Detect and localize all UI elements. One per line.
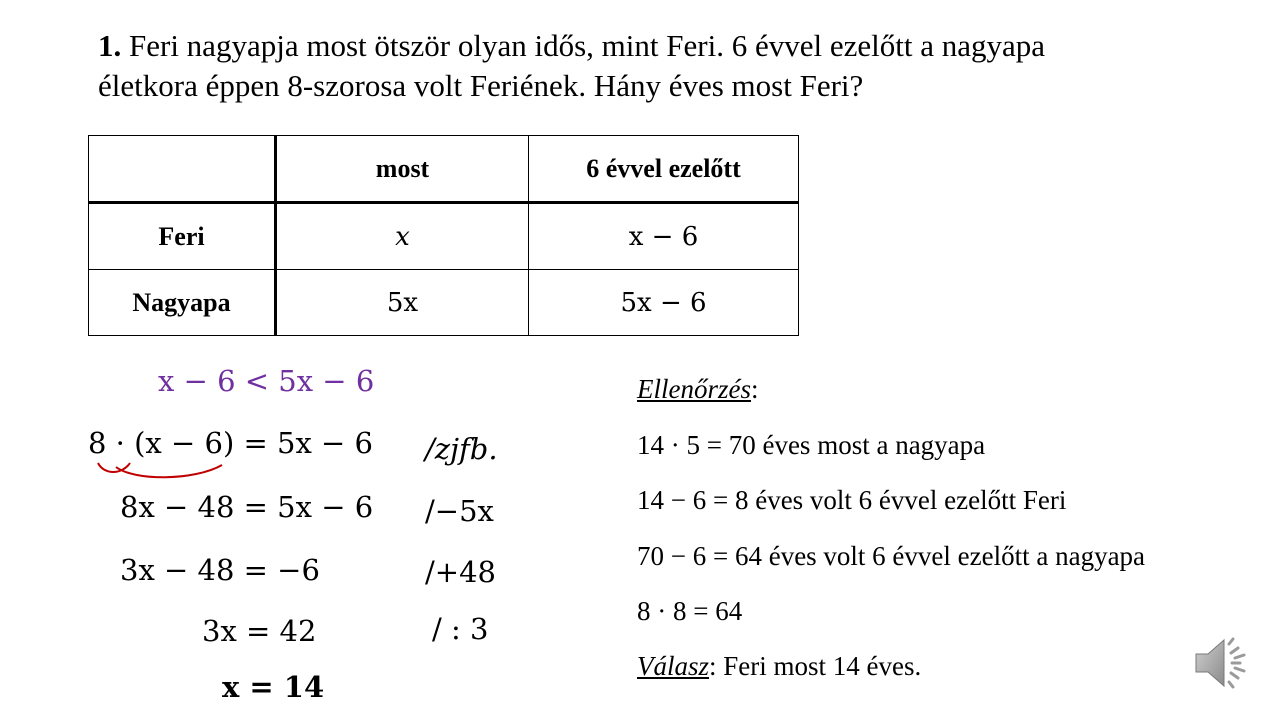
table-header-row <box>89 136 799 203</box>
check-line-3: 70 − 6 = 64 éves volt 6 évvel ezelőtt a nagyapa <box>637 541 1146 571</box>
solution: x = 14 <box>222 670 325 704</box>
table-header-before: 6 évvel ezelőtt <box>529 136 799 203</box>
equation-step-2: 8x − 48 = 5x − 6 <box>120 490 374 524</box>
check-line-2: 14 − 6 = 8 éves volt 6 évvel ezelőtt Feri <box>637 485 1067 515</box>
answer-text: : Feri most 14 éves. <box>709 651 922 681</box>
problem-text-1: Feri nagyapja most ötször olyan idős, mint Feri. 6 évvel ezelőtt a nagyapa <box>129 28 1045 63</box>
problem-statement <box>98 26 1045 106</box>
cell-nagyapa-before: 5x − 6 <box>529 270 799 336</box>
problem-number: 1. <box>98 28 122 63</box>
age-table <box>88 135 799 336</box>
equation-step-4: 3x = 42 <box>202 614 317 648</box>
check-title: Ellenőrzés <box>637 374 751 404</box>
table-header-now: most <box>276 136 529 203</box>
equation-step-1: 8 · (x − 6) = 5x − 6 <box>88 426 374 460</box>
table-row <box>89 270 799 336</box>
row-label-feri: Feri <box>89 203 276 270</box>
operation-step-1: /zjfb. <box>425 432 498 466</box>
operation-step-4: / : 3 <box>432 612 489 646</box>
cell-feri-now: x <box>276 203 529 270</box>
table-row <box>89 203 799 270</box>
check-heading <box>637 374 759 405</box>
problem-line-1 <box>98 26 1045 66</box>
inequality: x − 6 < 5x − 6 <box>158 364 375 398</box>
equation-step-3: 3x − 48 = −6 <box>120 553 320 587</box>
operation-step-2: /−5x <box>425 494 494 528</box>
problem-line-2: életkora éppen 8-szorosa volt Feriének. Hány éves most Feri? <box>98 68 864 103</box>
check-line-4: 8 · 8 = 64 <box>637 596 743 626</box>
table-header-empty <box>89 136 276 203</box>
red-underline-mark <box>94 455 234 485</box>
check-title-suffix: : <box>751 374 759 404</box>
cell-feri-before: x − 6 <box>529 203 799 270</box>
answer <box>637 651 921 682</box>
check-line-1: 14 · 5 = 70 éves most a nagyapa <box>637 430 986 460</box>
answer-label: Válasz <box>637 651 710 681</box>
row-label-nagyapa: Nagyapa <box>89 270 276 336</box>
cell-nagyapa-now: 5x <box>276 270 529 336</box>
operation-step-3: /+48 <box>425 555 496 589</box>
speaker-icon[interactable] <box>1192 634 1256 692</box>
